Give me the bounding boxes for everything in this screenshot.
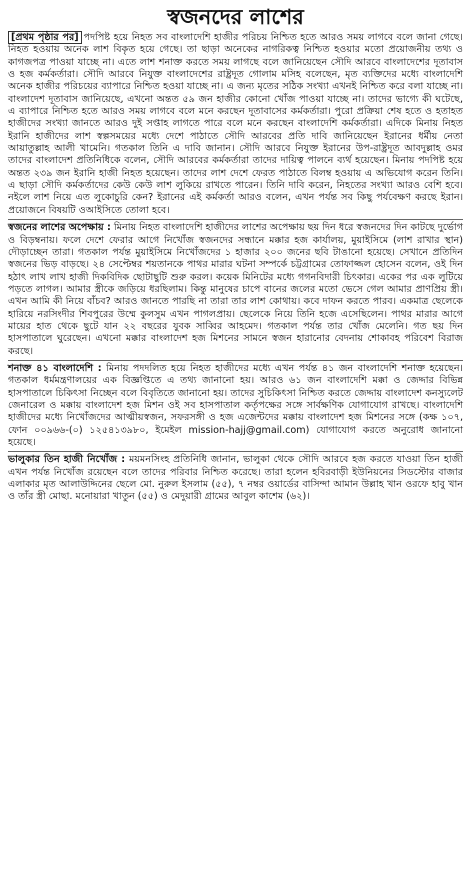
section-heading: শনাক্ত ৪১ বাংলাদেশি : xyxy=(8,362,102,374)
article-intro-paragraph xyxy=(8,32,463,217)
section-heading: স্বজনের লাশের অপেক্ষায় : xyxy=(8,222,111,234)
section-body: মিনায় নিহত বাংলাদেশি হাজীদের লাশের অপেক্ষায় ছয় দিন ধরে স্বজনদের দিন কাটছে দুর্ভোগ ও বিড়ম্বনায়। ফলে দেশে ফেরার আগে নিখোঁজ স্বজনদের সন্ধানে মক্কার হজ কার্যালয়, মুয়াইসিমে (লাশ রাখার স্থান) দৌড়াচ্ছেন তারা। গতকাল পর্যন্ত মুয়াইসিমে নিখোঁজদের ১ হাজার ২০০ জনের ছবি টাঙানো হয়েছে। সেখানে প্রতিদিন স্বজনের ভিড় বাড়ছে। ২৪ সেপ্টেম্বর শয়তানকে পাথর মারার ঘটনা সম্পর্কে চট্টগ্রামের তোফাজ্জল হোসেন বলেন, ওই দিন হঠাৎ লাখ লাখ হাজী দিকবিদিক ছোটাছুটি শুরু করল। কয়েক মিনিটের মধ্যে গগনবিদারী চিৎকার। একের পর এক লুটিয়ে পড়তে লাগল। আমার স্ত্রীকে জড়িয়ে ধরছিলাম। কিন্তু মানুষের চাপে বানের জলের মতো ভেসে গেল আমার প্রাণপ্রিয় স্ত্রী। এখন আমি কী নিয়ে বাঁচব? আরও জানতে পারছি না তারা তার লাশ কোথায়। কবে দাফন করতে পারব। একমাত্র ছেলেকে হারিয়ে নরসিংদীর শিবপুরের উম্মে কুলসুম এখন পাগলপ্রায়। ছেলেকে নিয়ে তিনি হজে এসেছিলেন। পাথর মারার আগে মায়ের হাত থেকে ছুটে যান ২২ বছরের যুবক সাব্বির আহমেদ। গতকাল পর্যন্ত তার খোঁজ মেলেনি। গত ছয় দিন হাসপাতালে ঘুরেছেন। এখনো মক্কার বাংলাদেশ হজ মিশনের সামনে স্বজন হারানোর বেদনায় শোকাবহ পরিবেশ বিরাজ করছে। xyxy=(8,222,463,357)
intro-text: পদপিষ্ট হয়ে নিহত সব বাংলাদেশি হাজীর পরিচয় নিশ্চিত হতে আরও সময় লাগবে বলে জানা গেছে। নিহত হওয়ায় অনেক লাশ বিকৃত হয়ে গেছে। তা ছাড়া অনেকের নাগরিকত্ব নিশ্চিত হওয়ার মতো প্রয়োজনীয় তথ্য ও কাগজপত্র পাওয়া যাচ্ছে না। এতে লাশ শনাক্ত করতে সময় লাগছে বলে জানিয়েছেন সৌদি আরবে বাংলাদেশের দূতাবাস ও হজ কর্মকর্তারা। সৌদি আরবে নিযুক্ত বাংলাদেশের রাষ্ট্রদূত গোলাম মসিহ বলেছেন, মৃত ব্যক্তিদের মধ্যে বাংলাদেশি অনেক হাজীর পরিচয়ের ব্যাপারে নিশ্চিত হওয়া যাচ্ছে না। এ জন্য মৃতের সঠিক সংখ্যা এখনই নিশ্চিত করে বলা যাচ্ছে না। বাংলাদেশ দূতাবাস জানিয়েছে, এখনো অন্তত ৫৯ জন হাজীর কোনো খোঁজ পাওয়া যাচ্ছে না। তাদের ভাগ্যে কী ঘটেছে, এ ব্যাপারে নিশ্চিত হতে আরও সময় লাগবে বলে মনে করছেন দূতাবাসের কর্মকর্তারা। পুরো প্রক্রিয়া শেষ হতে ও হতাহত হাজীদের সংখ্যা জানতে আরও দুই সপ্তাহ লাগতে পারে বলে মনে করছেন বাংলাদেশি কর্মকর্তারা। এদিকে মিনায় নিহত ইরানি হাজীদের লাশ স্বল্পসময়ের মধ্যে দেশে পাঠাতে সৌদি আরবের প্রতি দাবি জানিয়েছেন ইরানের ধর্মীয় নেতা আয়াতুল্লাহ আলী খামেনি। গতকাল তিনি এ দাবি জানান। সৌদি আরবে নিযুক্ত ইরানের উপ-রাষ্ট্রদূত আবদুল্লাহ ওমর তাদের বাংলাদেশ প্রতিনিধিকে বলেন, সৌদি আরবের কর্মকর্তারা তাদের দায়িত্ব পালনে ব্যর্থ হয়েছেন। মিনায় পদপিষ্ট হয়ে অন্তত ২৩৯ জন ইরানি হাজী নিহত হয়েছেন। তাদের লাশ দেশে ফেরত পাঠাতে বিলম্ব হওয়ায় এ অভিযোগ করেন তিনি। এ ছাড়া সৌদি কর্মকর্তাদের কেউ কেউ লাশ লুকিয়ে রাখতে পারেন। তিনি দাবি করেন, নিহতের সংখ্যা আরও বেশি হবে। নইলে লাশ নিয়ে এত লুকোচুরি কেন? ইরানের এই কর্মকর্তা আরও বলেন, এখন পর্যন্ত সব কিছু পর্যবেক্ষণ করছে ইরান। প্রয়োজনে বিষয়টি ওআইসিতে তোলা হবে। xyxy=(8,32,463,216)
section-divider xyxy=(8,451,463,452)
section-bhaluka-missing xyxy=(8,454,463,503)
section-waiting-for-bodies xyxy=(8,222,463,358)
section-divider xyxy=(8,360,463,361)
section-body: মিনায় পদদলিত হয়ে নিহত হাজীদের মধ্যে এখন পর্যন্ত ৪১ জন বাংলাদেশি শনাক্ত হয়েছেন। গতকাল ধর্মমন্ত্রণালয়ের এক বিজ্ঞপ্তিতে এ তথ্য জানানো হয়। আরও ৬১ জন বাংলাদেশি মক্কা ও জেদ্দার বিভিন্ন হাসপাতালে চিকিৎসা নিচ্ছেন বলে বিবৃতিতে জানানো হয়। তাদের সুচিকিৎসা নিশ্চিত করতে জেদ্দায় বাংলাদেশ কনস্যুলেট জেনারেল ও মক্কায় বাংলাদেশ হজ মিশন ওই সব হাসপাতাল কর্তৃপক্ষের সঙ্গে সার্বক্ষণিক যোগাযোগ রাখছে। বাংলাদেশি হাজীদের মধ্যে নিখোঁজদের আত্মীয়স্বজন, সফরসঙ্গী ও হজ এজেন্টদের মক্কায় বাংলাদেশ হজ মিশনের সঙ্গে (কক্ষ ১০৭, ফোন ০০৯৬৬-(০) ১২৫৪১৩৯৮০, ইমেইল mission-hajj@gmail.com) যোগাযোগ করতে অনুরোধ জানানো হয়েছে। xyxy=(8,362,463,448)
section-identified-41 xyxy=(8,363,463,449)
section-heading: ভালুকার তিন হাজী নিখোঁজ : xyxy=(8,454,126,466)
continued-from-front-page-tag: [প্রথম পৃষ্ঠার পর] xyxy=(8,31,82,44)
article-headline: স্বজনদের লাশের xyxy=(167,5,304,29)
section-divider xyxy=(8,219,463,220)
section-body: ময়মনসিংহ প্রতিনিধি জানান, ভালুকা থেকে সৌদি আরবে হজ করতে যাওয়া তিন হাজী এখন পর্যন্ত নিখোঁজ রয়েছেন বলে তাদের পরিবার নিশ্চিত করেছে। তারা হলেন হবিরবাড়ী ইউনিয়নের সিডস্টোর বাজার এলাকার মৃত আলাউদ্দিনের ছেলে মো. নুরুল ইসলাম (৫৫), ৭ নম্বর ওয়ার্ডের বাসিন্দা আমান উল্লাহ খান ওরফে হাবু খান ও তাঁর স্ত্রী মোছা. মনোয়ারা খাতুন (৫৫) ও মেদুয়ারী গ্রামের আবুল কাশেম (৬২)। xyxy=(8,454,463,503)
